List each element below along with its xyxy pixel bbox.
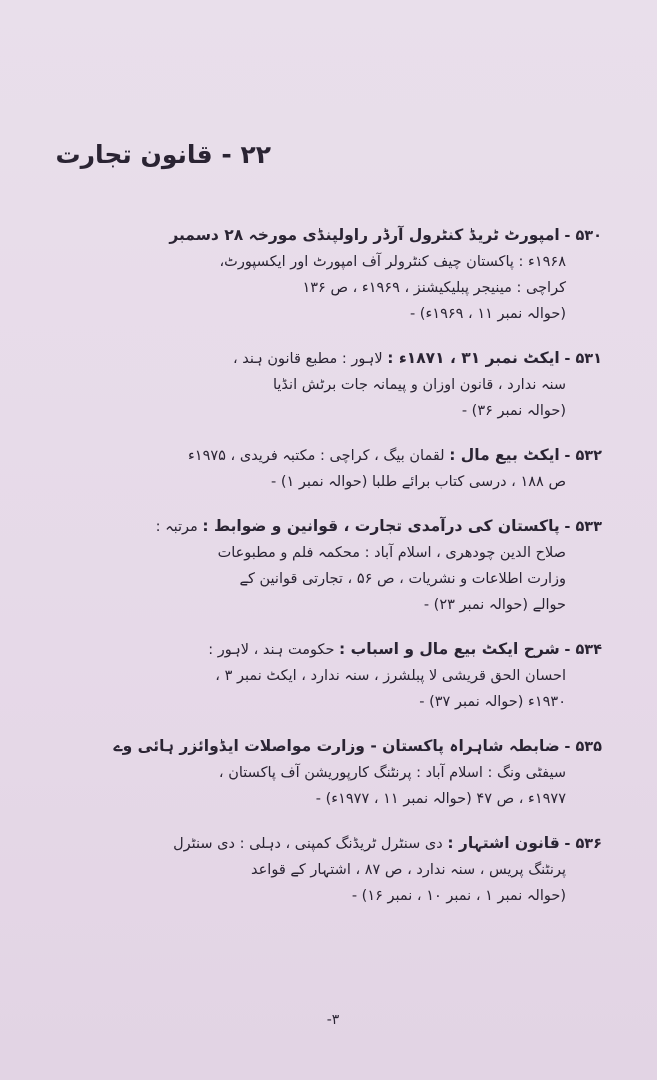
entry-line: (حوالہ نمبر ۱ ، نمبر ۱۰ ، نمبر ۱۶) - (351, 888, 566, 904)
entry-line: کراچی : مینیجر پبلیکیشنز ، ۱۹۶۹ء ، ص ۱۳۶ (302, 280, 566, 296)
entry-line: ۱۹۳۰ء (حوالہ نمبر ۳۷) - (419, 694, 566, 710)
entry-number: ۵۳۵ - (564, 739, 602, 755)
entry-number: ۵۳۲ - (564, 448, 602, 464)
entry-first-line (42, 636, 602, 663)
entry-first-line (42, 513, 602, 540)
entry-heading-rest: لاہور : مطبع قانون ہند ، (232, 351, 388, 367)
entry-line: سیفٹی ونگ : اسلام آباد : پرنٹنگ کارپوریشن آف پاکستان ، (218, 765, 566, 781)
entry-heading: ایکٹ نمبر ۳۱ ، ۱۸۷۱ء : (387, 349, 560, 367)
entry-line: سنہ ندارد ، قانون اوزان و پیمانہ جات برٹش انڈیا (272, 377, 566, 393)
entry-heading-rest: لقمان بیگ ، کراچی : مکتبہ فریدی ، ۱۹۷۵ء (187, 448, 450, 464)
entry-first-line (42, 442, 602, 469)
entry-heading: قانون اشتہار : (447, 834, 560, 852)
list-item (42, 636, 602, 715)
entry-number: ۵۳۳ - (564, 519, 602, 535)
entry-line: وزارت اطلاعات و نشریات ، ص ۵۶ ، تجارتی قوانین کے (239, 571, 566, 587)
entry-number: ۵۳۴ - (564, 642, 602, 658)
entry-line: (حوالہ نمبر ۱۱ ، ۱۹۶۹ء) - (409, 306, 566, 322)
entry-line: پرنٹنگ پریس ، سنہ ندارد ، ص ۸۷ ، اشتہار کے قواعد (251, 862, 566, 878)
entry-heading: امپورٹ ٹریڈ کنٹرول آرڈر راولپنڈی مورخہ ۲۸ دسمبر (169, 226, 560, 244)
list-item (42, 442, 602, 495)
entry-first-line (42, 733, 602, 760)
entry-line: صلاح الدین چودھری ، اسلام آباد : محکمہ فلم و مطبوعات (217, 545, 566, 561)
entry-heading-rest: حکومت ہند ، لاہور : (208, 642, 340, 658)
entry-line: ص ۱۸۸ ، درسی کتاب برائے طلبا (حوالہ نمبر ۱) - (271, 474, 566, 490)
list-item (42, 345, 602, 424)
entry-heading: ایکٹ بیع مال : (449, 446, 560, 464)
entry-line: ۱۹۷۷ء ، ص ۴۷ (حوالہ نمبر ۱۱ ، ۱۹۷۷ء) - (315, 791, 566, 807)
page-number: -۳ (326, 1012, 340, 1028)
entry-heading: ضابطہ شاہراہ پاکستان - وزارت مواصلات ایڈوائزر ہائی وے (113, 737, 560, 755)
entry-line: (حوالہ نمبر ۳۶) - (461, 403, 566, 419)
entry-line: احسان الحق قریشی لا پبلشرز ، سنہ ندارد ، ایکٹ نمبر ۳ ، (215, 668, 566, 684)
entry-first-line (42, 830, 602, 857)
list-item (42, 222, 602, 327)
entry-line: حوالے (حوالہ نمبر ۲۳) - (423, 597, 566, 613)
entry-number: ۵۳۱ - (564, 351, 602, 367)
entry-line: ۱۹۶۸ء : پاکستان چیف کنٹرولر آف امپورٹ اور ایکسپورٹ، (219, 254, 566, 270)
entry-first-line (42, 222, 602, 249)
entry-heading: پاکستان کی درآمدی تجارت ، قوانین و ضوابط : (202, 517, 560, 535)
entry-number: ۵۳۰ - (564, 228, 602, 244)
bibliography-list (42, 222, 602, 927)
list-item (42, 513, 602, 618)
list-item (42, 733, 602, 812)
chapter-title: ۲۲ - قانون تجارت (55, 140, 271, 169)
entry-heading-rest: دی سنٹرل ٹریڈنگ کمپنی ، دہلی : دی سنٹرل (173, 836, 448, 852)
list-item (42, 830, 602, 909)
entry-heading-rest: مرتبہ : (155, 519, 203, 535)
entry-first-line (42, 345, 602, 372)
entry-heading: شرح ایکٹ بیع مال و اسباب : (339, 640, 560, 658)
entry-number: ۵۳۶ - (564, 836, 602, 852)
